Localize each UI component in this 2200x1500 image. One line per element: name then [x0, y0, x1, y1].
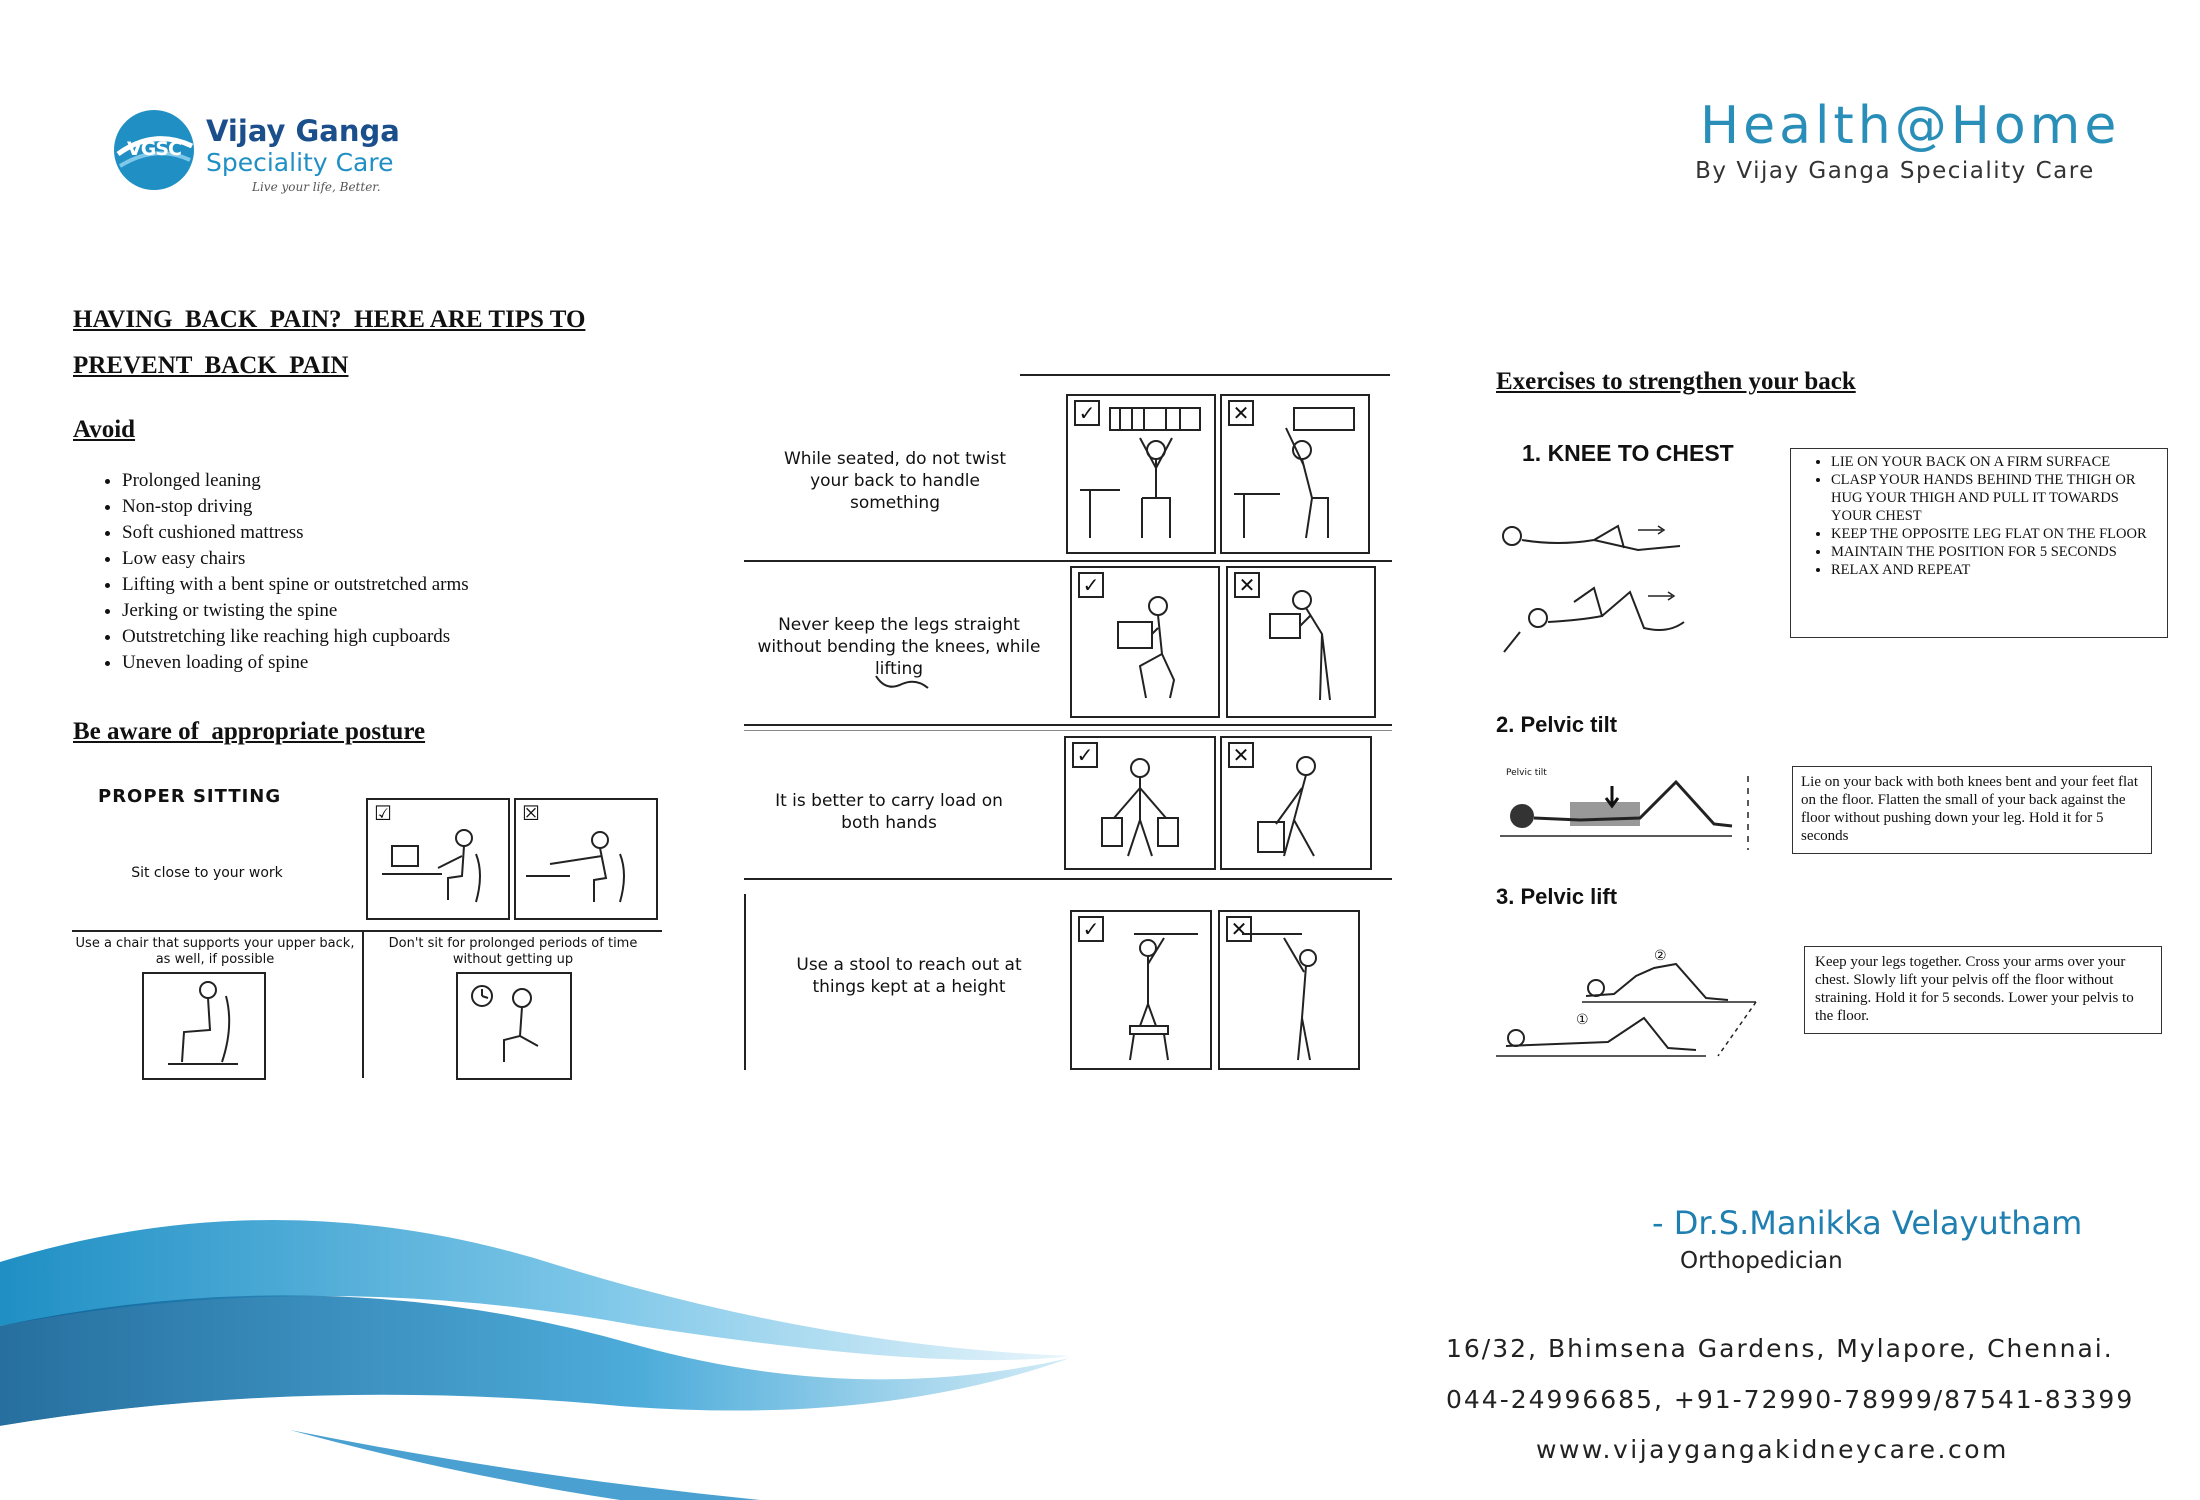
cross-icon: ✕	[1228, 400, 1254, 426]
check-icon: ✓	[1074, 400, 1100, 426]
posture-panels	[744, 374, 1392, 1074]
step-1-marker: ①	[1576, 1012, 1589, 1028]
list-item: • KEEP THE OPPOSITE LEG FLAT ON THE FLOOR	[1831, 525, 2153, 543]
leaning-person-icon	[520, 824, 650, 914]
logo	[112, 108, 412, 198]
list-item: • Non-stop driving	[122, 494, 469, 520]
doctor-name: - Dr.S.Manikka Velayutham	[1652, 1204, 2083, 1242]
doctor-role: Orthopedician	[1680, 1248, 1843, 1274]
check-icon: ☑	[374, 801, 392, 825]
list-item: • RELAX AND REPEAT	[1831, 561, 2153, 579]
twisting-person-icon	[1224, 398, 1364, 548]
website-link[interactable]: www.vijaygangakidneycare.com	[1536, 1435, 2009, 1464]
logo-monogram: VGSC	[127, 138, 181, 160]
cross-icon: ✕	[1234, 572, 1260, 598]
exercise-3-title: 3. Pelvic lift	[1496, 884, 1618, 909]
phone: 044-24996685, +91-72990-78999/87541-83399	[1446, 1385, 2135, 1414]
header-subtitle: By Vijay Ganga Speciality Care	[1695, 158, 2095, 184]
exercise-1-steps	[1790, 448, 2168, 638]
desk-person-icon	[372, 824, 502, 914]
cross-icon: ✕	[1226, 916, 1252, 942]
sit-close-caption: Sit close to your work	[131, 865, 283, 881]
divider	[744, 730, 1392, 731]
check-icon: ✓	[1078, 572, 1104, 598]
divider	[744, 894, 746, 1070]
address: 16/32, Bhimsena Gardens, Mylapore, Chennai.	[1446, 1334, 2114, 1363]
exercise-3-text: Keep your legs together. Cross your arms over your chest. Slowly lift your pelvis off the floor without straining. Hold it for 5 seconds. Lower your pelvis to the floor.	[1804, 946, 2162, 1034]
spine-curve-icon	[872, 670, 932, 694]
tiptoe-reach-icon	[1222, 914, 1354, 1064]
step-2-marker: ②	[1654, 948, 1667, 964]
exercise-2-title: 2. Pelvic tilt	[1496, 712, 1618, 737]
wave-decoration-icon	[0, 1176, 1300, 1500]
squat-lift-icon	[1074, 570, 1214, 712]
list-item: • CLASP YOUR HANDS BEHIND THE THIGH OR HUG YOUR THIGH AND PULL IT TOWARDS YOUR CHEST	[1831, 471, 2153, 525]
one-hand-carry-icon	[1224, 740, 1366, 864]
divider	[72, 930, 662, 932]
logo-name: Vijay Ganga	[206, 114, 400, 148]
header-title: Health@Home	[1700, 96, 2121, 156]
list-item: • Prolonged leaning	[122, 468, 469, 494]
check-icon: ✓	[1072, 742, 1098, 768]
legs-caption: Never keep the legs straight without bending the knees, while lifting	[757, 615, 1041, 679]
avoid-list	[88, 468, 469, 676]
pelvic-tilt-figure	[1500, 764, 1756, 858]
twist-caption: While seated, do not twist your back to handle something	[783, 449, 1006, 513]
logo-tagline: Live your life, Better.	[252, 180, 381, 194]
pelvic-tilt-label: Pelvic tilt	[1506, 768, 1547, 778]
list-item: • Uneven loading of spine	[122, 650, 469, 676]
list-item: • Soft cushioned mattress	[122, 520, 469, 546]
proper-sitting-title: PROPER SITTING	[98, 786, 282, 807]
exercise-2-text: Lie on your back with both knees bent and your feet flat on the floor. Flatten the small of your back against the floor without pushing down your leg. Hold it for 5 seconds	[1792, 766, 2152, 854]
straight-leg-lift-icon	[1230, 570, 1370, 712]
clock-person-icon	[460, 976, 564, 1074]
exercise-1-title: 1. KNEE TO CHEST	[1522, 440, 1734, 466]
divider	[744, 560, 1392, 562]
list-item: • Lifting with a bent spine or outstretched arms	[122, 572, 469, 598]
shelf-reach-icon	[1070, 398, 1210, 548]
list-item: • Jerking or twisting the spine	[122, 598, 469, 624]
avoid-title: Avoid	[73, 416, 136, 443]
prolonged-caption: Don't sit for prolonged periods of time without getting up	[388, 936, 638, 967]
list-item: • LIE ON YOUR BACK ON A FIRM SURFACE	[1831, 453, 2153, 471]
stool-reach-icon	[1074, 914, 1206, 1064]
chair-person-icon	[148, 976, 258, 1074]
exercises-title: Exercises to strengthen your back	[1496, 368, 1856, 395]
list-item: • MAINTAIN THE POSITION FOR 5 SECONDS	[1831, 543, 2153, 561]
chair-support-caption: Use a chair that supports your upper back, as well, if possible	[75, 936, 355, 967]
pelvic-lift-figure	[1496, 948, 1776, 1066]
stool-caption: Use a stool to reach out at things kept at a height	[796, 955, 1022, 997]
list-item: • Low easy chairs	[122, 546, 469, 572]
knee-to-chest-icon	[1498, 506, 1694, 656]
divider	[744, 724, 1392, 726]
logo-sub: Speciality Care	[206, 148, 394, 177]
pelvic-tilt-icon	[1500, 764, 1756, 858]
cross-icon: ☒	[522, 801, 540, 825]
proper-sitting-figure	[72, 780, 662, 1080]
page-heading-line2: PREVENT BACK PAIN	[73, 352, 349, 379]
two-hand-carry-icon	[1068, 740, 1210, 864]
page-heading-line1: HAVING BACK PAIN? HERE ARE TIPS TO	[73, 306, 586, 333]
cross-icon: ✕	[1228, 742, 1254, 768]
check-icon: ✓	[1078, 916, 1104, 942]
divider	[744, 878, 1392, 880]
divider	[1020, 374, 1390, 376]
pelvic-lift-icon	[1496, 948, 1776, 1066]
posture-title: Be aware of appropriate posture	[73, 718, 426, 745]
carry-caption: It is better to carry load on both hands	[775, 791, 1003, 833]
divider	[362, 930, 364, 1078]
list-item: • Outstretching like reaching high cupboards	[122, 624, 469, 650]
